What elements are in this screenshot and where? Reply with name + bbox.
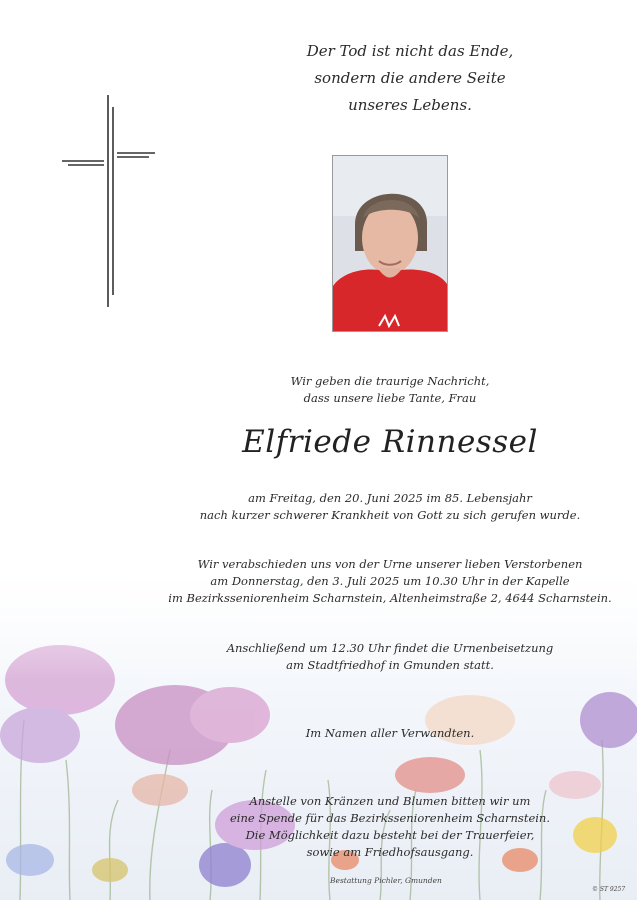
farewell-line-2: am Donnerstag, den 3. Juli 2025 um 10.30 Uhr in der Kapelle <box>210 574 570 588</box>
intro-line-2: dass unsere liebe Tante, Frau <box>303 391 477 405</box>
intro-text <box>120 373 637 407</box>
farewell-notice <box>120 556 637 607</box>
farewell-line-1: Wir verabschieden uns von der Urne unserer lieben Verstorbenen <box>197 557 583 571</box>
intro-line-1: Wir geben die traurige Nachricht, <box>290 374 490 388</box>
death-line-1: am Freitag, den 20. Juni 2025 im 85. Lebensjahr <box>248 491 532 505</box>
donation-notice <box>120 793 637 861</box>
undertaker-credit: Bestattung Pichler, Gmunden <box>330 876 442 885</box>
motto-line-1: Der Tod ist nicht das Ende, <box>306 42 514 60</box>
reference-code: © ST 9257 <box>592 886 626 893</box>
portrait-photo <box>332 155 448 332</box>
donation-line-3: Die Möglichkeit dazu besteht bei der Trauerfeier, <box>245 828 535 842</box>
burial-notice <box>120 640 637 674</box>
deceased-name: Elfriede Rinnessel <box>242 424 538 460</box>
cross-icon <box>60 95 160 307</box>
donation-line-2: eine Spende für das Bezirksseniorenheim Scharnstein. <box>229 811 550 825</box>
family-signature <box>120 725 637 742</box>
death-line-2: nach kurzer schwerer Krankheit von Gott zu sich gerufen wurde. <box>199 508 581 522</box>
motto-line-2: sondern die andere Seite <box>314 69 506 87</box>
motto-line-3: unseres Lebens. <box>348 96 472 114</box>
burial-line-1: Anschließend um 12.30 Uhr findet die Urnenbeisetzung <box>226 641 554 655</box>
farewell-line-3: im Bezirksseniorenheim Scharnstein, Altenheimstraße 2, 4644 Scharnstein. <box>168 591 612 605</box>
burial-line-2: am Stadtfriedhof in Gmunden statt. <box>286 658 494 672</box>
motto-verse <box>230 38 590 119</box>
donation-line-4: sowie am Friedhofsausgang. <box>306 845 474 859</box>
donation-line-1: Anstelle von Kränzen und Blumen bitten wir um <box>249 794 531 808</box>
death-notice <box>120 490 637 524</box>
family-line: Im Namen aller Verwandten. <box>305 726 475 740</box>
